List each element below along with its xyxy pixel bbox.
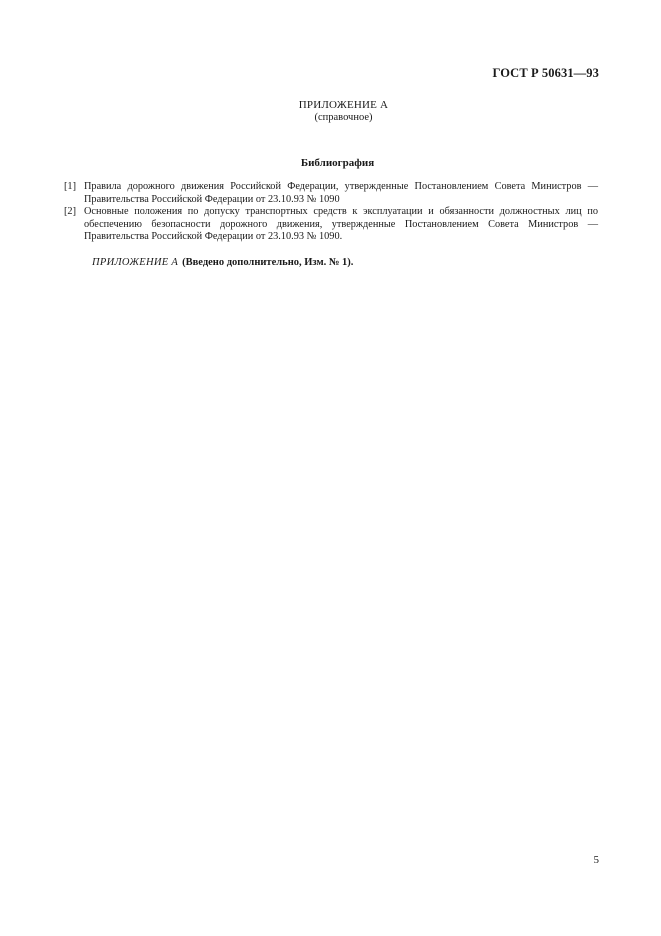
bibliography-item (64, 181, 598, 206)
bibliography-list (64, 181, 598, 244)
page-number: 5 (593, 854, 599, 866)
bibliography-item-number: [1] (64, 181, 77, 192)
bibliography-item-text: Основные положения по допуску транспортных средств к эксплуатации и обязанности должностных лиц по обеспечению безопасности дорожного движения, утвержденные Постановлением Совета Министров — Правительства Российской Федерации от 23.10.93 № 1090. (84, 206, 598, 243)
bibliography-heading: Библиография (300, 157, 375, 169)
appendix-subtitle: (справочное) (314, 112, 373, 123)
bibliography-item (64, 206, 598, 244)
amendment-note-appendix: ПРИЛОЖЕНИЕ А (92, 257, 179, 268)
amendment-note (92, 257, 353, 268)
document-code: ГОСТ Р 50631—93 (492, 66, 599, 80)
amendment-note-text: (Введено дополнительно, Изм. № 1). (182, 257, 354, 268)
bibliography-item-number: [2] (64, 206, 77, 218)
bibliography-item-text: Правила дорожного движения Российской Федерации, утвержденные Постановлением Совета Министров — Правительства Российской Федерации от 23.10.93 № 1090 (84, 181, 598, 205)
appendix-title: ПРИЛОЖЕНИЕ А (298, 99, 389, 111)
